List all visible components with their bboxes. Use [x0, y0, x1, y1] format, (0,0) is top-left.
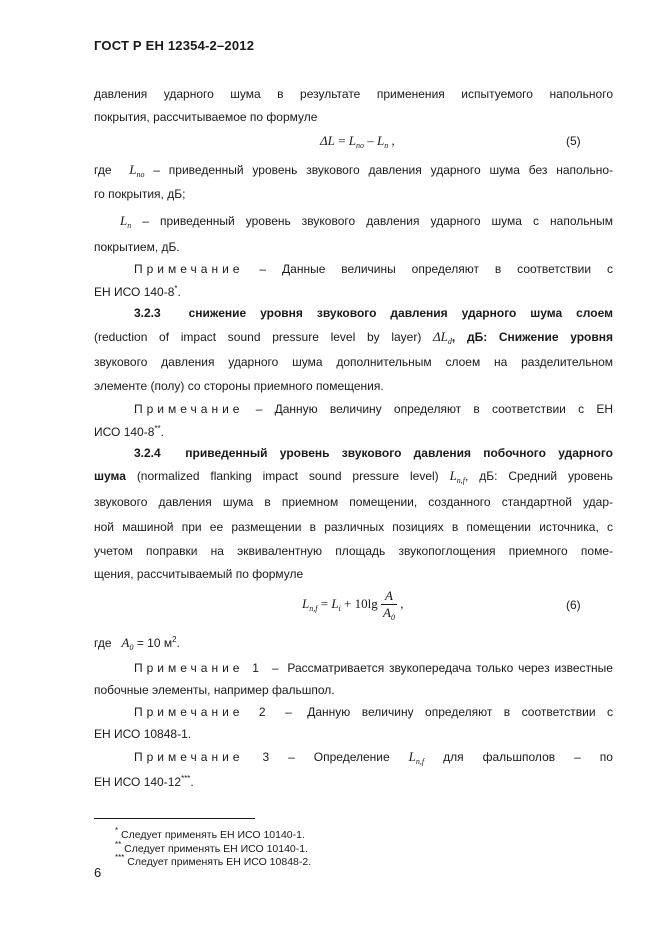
- footnote: *** Следует применять ЕН ИСО 10848-2.: [115, 853, 312, 868]
- footnote: ** Следует применять ЕН ИСО 10140-1.: [115, 840, 309, 855]
- text-line: давления ударного шума в результате применения испытуемого напольного: [94, 87, 613, 101]
- note-line: Примечание 1 – Рассматривается звукопередача только через известные: [134, 661, 613, 675]
- formula-5: $\Delta L = L_{no} - L_n$ ,: [320, 133, 395, 150]
- text-line: покрытия, рассчитываемое по формуле: [94, 110, 318, 124]
- text-line: го покрытия, дБ;: [94, 187, 186, 201]
- formula-6: $L_{n,f} = L_i + 10\lg$ $\frac{A}{A_0}$ ,: [302, 588, 404, 622]
- text-line: щения, рассчитываемый по формуле: [94, 567, 304, 581]
- note-line: ЕН ИСО 10848-1.: [94, 727, 192, 741]
- note-line: Примечание 3 – Определение $L_{n,f}$ для фальшполов – по: [134, 749, 613, 766]
- text-line: шума (normalized flanking impact sound pressure level) $L_{n,f}$, дБ: Средний уровень: [94, 468, 614, 485]
- definition-line: где $L_{no}$ – приведенный уровень звукового давления ударного шума без напольно-: [94, 162, 613, 179]
- note-line: Примечание – Данные величины определяют в соответствии с: [134, 262, 613, 276]
- text-line: звукового давления ударного шума дополнительным слоем на разделительном: [94, 355, 613, 369]
- definition-line: где $A_0 = 10$ $м^2$.: [94, 635, 180, 652]
- note-line: Примечание 2 – Данную величину определяют в соответствии с: [134, 705, 613, 719]
- note-line: ИСО 140-8**.: [94, 424, 164, 439]
- note-line: Примечание – Данную величину определяют в соответствии с ЕН: [134, 402, 613, 416]
- text-line: ной машиной при ее размещении в различных позициях в помещении источника, с: [94, 520, 613, 534]
- footnote-separator: [94, 818, 255, 819]
- definition-line: $L_n$ – приведенный уровень звукового давления ударного шума с напольным: [120, 213, 613, 230]
- footnote: * Следует применять ЕН ИСО 10140-1.: [115, 826, 305, 841]
- text-line: покрытием, дБ.: [94, 240, 180, 254]
- note-line: ЕН ИСО 140-12***.: [94, 774, 194, 789]
- text-line: учетом поправки на эквивалентную площадь звукопоглощения приемного поме-: [94, 544, 613, 558]
- equation-number: (6): [566, 598, 581, 612]
- note-line: побочные элементы, например фальшпол.: [94, 683, 335, 697]
- document-header: ГОСТ Р ЕН 12354-2–2012: [94, 38, 255, 53]
- page-number: 6: [94, 865, 102, 880]
- text-line: элементе (полу) со стороны приемного помещения.: [94, 379, 384, 393]
- text-line: звукового давления шума в приемном помещении, созданного стандартной удар-: [94, 495, 613, 509]
- text-line: (reduction of impact sound pressure level by layer) $\Delta L_d$, дБ: Снижение уровня: [94, 329, 613, 346]
- equation-number: (5): [566, 134, 581, 148]
- section-heading-3-2-3: 3.2.3 снижение уровня звукового давления ударного шума слоем: [134, 306, 613, 320]
- note-line: ЕН ИСО 140-8*.: [94, 284, 181, 299]
- section-heading-3-2-4: 3.2.4 приведенный уровень звукового давления побочного ударного: [134, 446, 613, 460]
